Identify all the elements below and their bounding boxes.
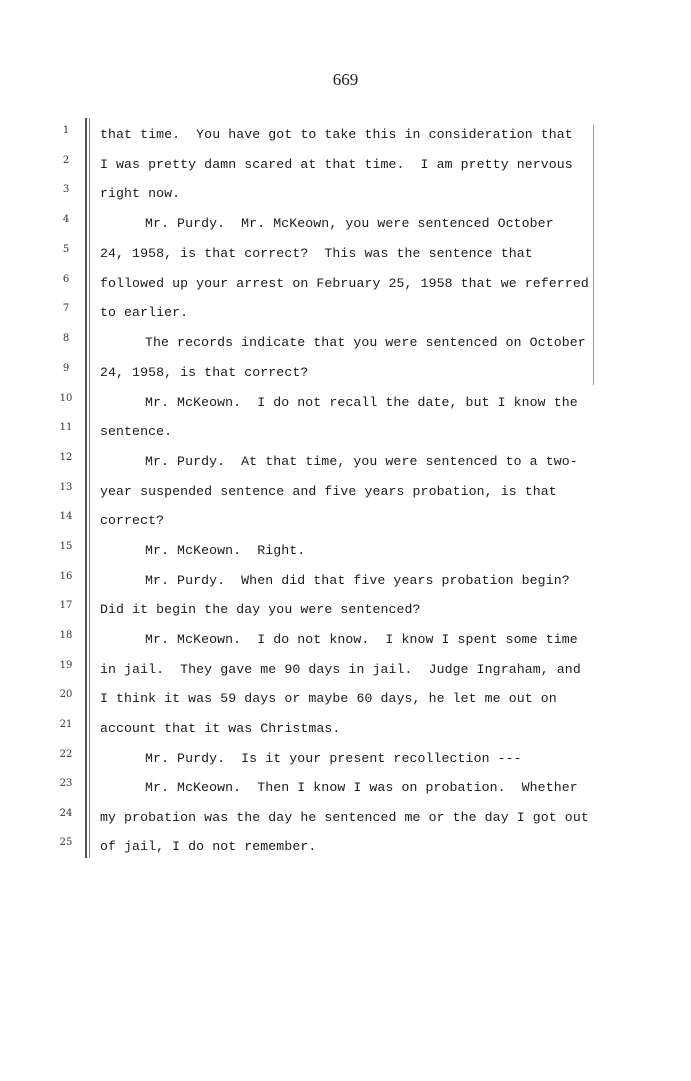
transcript-line: I was pretty damn scared at that time. I am pretty nervous <box>100 157 573 172</box>
transcript-line: Mr. McKeown. Then I know I was on probation. Whether <box>145 780 578 795</box>
left-margin-rule <box>85 118 87 858</box>
line-number: 11 <box>59 422 73 433</box>
line-number: 1 <box>62 125 70 136</box>
line-number: 18 <box>59 630 73 641</box>
line-number: 21 <box>59 719 73 730</box>
line-number: 6 <box>62 274 70 285</box>
transcript-line: in jail. They gave me 90 days in jail. Judge Ingraham, and <box>100 662 581 677</box>
right-margin-rule <box>593 125 594 385</box>
transcript-line: Mr. Purdy. When did that five years probation begin? <box>145 573 570 588</box>
line-number: 8 <box>62 333 70 344</box>
line-number: 9 <box>62 363 70 374</box>
transcript-line: year suspended sentence and five years probation, is that <box>100 484 557 499</box>
transcript-line: Mr. Purdy. At that time, you were sentenced to a two- <box>145 454 578 469</box>
line-number: 7 <box>62 303 70 314</box>
line-number: 12 <box>59 452 73 463</box>
line-number: 13 <box>59 482 73 493</box>
transcript-line: sentence. <box>100 424 173 439</box>
transcript-line: Did it begin the day you were sentenced? <box>100 602 421 617</box>
line-number: 15 <box>59 541 73 552</box>
transcript-line: Mr. McKeown. I do not recall the date, but I know the <box>145 395 578 410</box>
left-margin-rule-inner <box>89 118 90 858</box>
transcript-line: right now. <box>100 186 181 201</box>
page-number: 669 <box>332 70 359 89</box>
transcript-line: followed up your arrest on February 25, 1958 that we referred <box>100 276 589 291</box>
line-number: 16 <box>59 571 73 582</box>
transcript-line: my probation was the day he sentenced me or the day I got out <box>100 810 589 825</box>
line-number: 19 <box>59 660 73 671</box>
line-number: 14 <box>59 511 73 522</box>
line-number: 23 <box>59 778 73 789</box>
line-number: 24 <box>59 808 73 819</box>
line-number: 22 <box>59 749 73 760</box>
transcript-line: 24, 1958, is that correct? <box>100 365 309 380</box>
transcript-line: of jail, I do not remember. <box>100 839 317 854</box>
transcript-line: correct? <box>100 513 165 528</box>
transcript-line: Mr. McKeown. I do not know. I know I spent some time <box>145 632 578 647</box>
line-number: 2 <box>62 155 70 166</box>
transcript-line: Mr. Purdy. Mr. McKeown, you were sentenced October <box>145 216 554 231</box>
line-number: 20 <box>59 689 73 700</box>
line-number: 3 <box>62 184 70 195</box>
transcript-line: The records indicate that you were sentenced on October <box>145 335 586 350</box>
line-number: 17 <box>59 600 73 611</box>
transcript-line: account that it was Christmas. <box>100 721 341 736</box>
line-number: 25 <box>59 837 73 848</box>
transcript-line: 24, 1958, is that correct? This was the sentence that <box>100 246 533 261</box>
transcript-line: to earlier. <box>100 305 189 320</box>
transcript-line: that time. You have got to take this in consideration that <box>100 127 573 142</box>
transcript-line: Mr. Purdy. Is it your present recollection --- <box>145 751 522 766</box>
line-number: 10 <box>59 393 73 404</box>
transcript-line: I think it was 59 days or maybe 60 days, he let me out on <box>100 691 557 706</box>
transcript-line: Mr. McKeown. Right. <box>145 543 306 558</box>
line-number: 4 <box>62 214 70 225</box>
line-number: 5 <box>62 244 70 255</box>
